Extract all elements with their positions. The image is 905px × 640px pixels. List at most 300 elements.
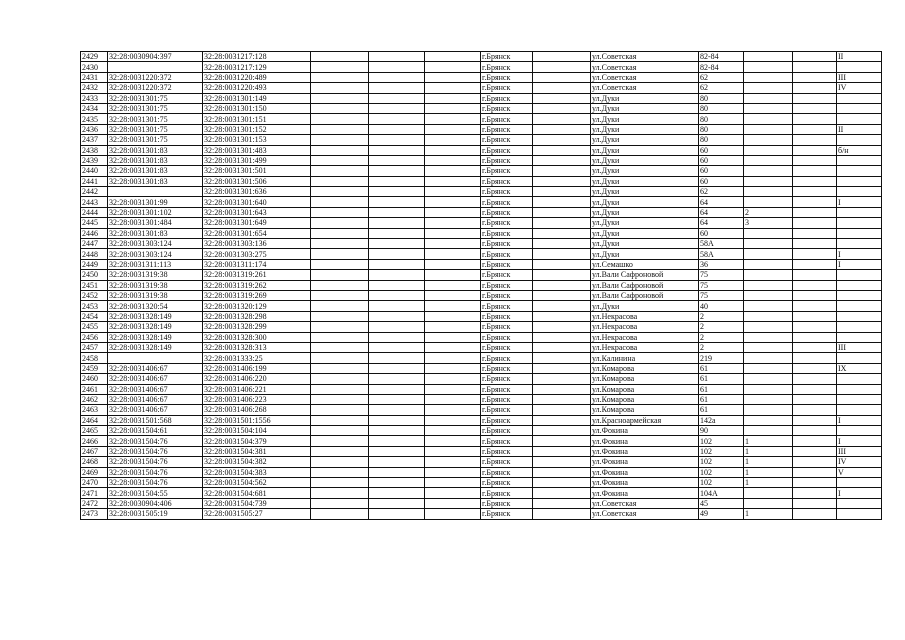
cell-cadastral-number-object: 32:28:0031301:499 — [203, 155, 311, 165]
cell-col-12 — [793, 135, 837, 145]
cell-house-number: 2 — [699, 322, 744, 332]
cell-cadastral-number-parcel: 32:28:0031220:372 — [108, 72, 203, 82]
cell-col-5 — [369, 457, 425, 467]
cell-house-number: 62 — [699, 83, 744, 93]
cell-col-8 — [533, 218, 591, 228]
cell-building — [744, 83, 793, 93]
cell-room — [837, 290, 882, 300]
cell-row-number: 2471 — [81, 488, 108, 498]
cell-cadastral-number-parcel: 32:28:0031328:149 — [108, 342, 203, 352]
cell-col-4 — [311, 290, 369, 300]
cell-street: ул.Фокина — [591, 467, 699, 477]
table-row — [81, 509, 882, 519]
cell-col-4 — [311, 218, 369, 228]
cell-street: ул.Комарова — [591, 374, 699, 384]
cell-room — [837, 207, 882, 217]
cell-room — [837, 218, 882, 228]
cell-col-6 — [425, 114, 481, 124]
cell-house-number: 60 — [699, 228, 744, 238]
cell-room — [837, 270, 882, 280]
cell-room: V — [837, 467, 882, 477]
cell-col-6 — [425, 259, 481, 269]
cell-col-8 — [533, 135, 591, 145]
cell-room — [837, 103, 882, 113]
table-row — [81, 436, 882, 446]
cell-room: б/н — [837, 145, 882, 155]
cell-col-8 — [533, 436, 591, 446]
cell-col-5 — [369, 93, 425, 103]
cell-house-number: 102 — [699, 478, 744, 488]
cell-cadastral-number-parcel: 32:28:0031311:113 — [108, 259, 203, 269]
cell-col-8 — [533, 301, 591, 311]
cell-street: ул.Некрасова — [591, 322, 699, 332]
cell-col-12 — [793, 114, 837, 124]
cell-col-6 — [425, 426, 481, 436]
cell-building — [744, 322, 793, 332]
cell-col-5 — [369, 207, 425, 217]
cell-cadastral-number-object: 32:28:0031301:649 — [203, 218, 311, 228]
cell-cadastral-number-parcel: 32:28:0031319:38 — [108, 270, 203, 280]
cell-room: I — [837, 488, 882, 498]
cell-col-5 — [369, 228, 425, 238]
cell-col-8 — [533, 384, 591, 394]
cell-col-8 — [533, 374, 591, 384]
cell-cadastral-number-parcel: 32:28:0031406:67 — [108, 394, 203, 404]
table-row — [81, 415, 882, 425]
cell-street: ул.Дуки — [591, 207, 699, 217]
cell-city: г.Брянск — [481, 280, 533, 290]
cell-col-5 — [369, 218, 425, 228]
cell-cadastral-number-object: 32:28:0031301:501 — [203, 166, 311, 176]
cell-col-8 — [533, 353, 591, 363]
cell-city: г.Брянск — [481, 155, 533, 165]
cell-row-number: 2463 — [81, 405, 108, 415]
cell-row-number: 2447 — [81, 239, 108, 249]
cell-col-6 — [425, 478, 481, 488]
cell-col-8 — [533, 446, 591, 456]
cell-col-4 — [311, 363, 369, 373]
cell-cadastral-number-parcel: 32:28:0031505:19 — [108, 509, 203, 519]
cell-street: ул.Дуки — [591, 218, 699, 228]
cell-row-number: 2436 — [81, 124, 108, 134]
cell-cadastral-number-object: 32:28:0031333:25 — [203, 353, 311, 363]
cell-row-number: 2431 — [81, 72, 108, 82]
cell-col-4 — [311, 270, 369, 280]
cell-room — [837, 93, 882, 103]
cell-city: г.Брянск — [481, 166, 533, 176]
cell-city: г.Брянск — [481, 457, 533, 467]
cell-col-12 — [793, 155, 837, 165]
table-row — [81, 311, 882, 321]
cell-col-5 — [369, 426, 425, 436]
cell-col-8 — [533, 457, 591, 467]
cell-city: г.Брянск — [481, 187, 533, 197]
cell-col-8 — [533, 394, 591, 404]
cell-house-number: 80 — [699, 114, 744, 124]
cell-col-5 — [369, 509, 425, 519]
cell-col-4 — [311, 488, 369, 498]
cell-col-12 — [793, 457, 837, 467]
cell-room — [837, 478, 882, 488]
cell-house-number: 75 — [699, 270, 744, 280]
cell-col-4 — [311, 103, 369, 113]
cell-cadastral-number-parcel: 32:28:0031501:568 — [108, 415, 203, 425]
cell-building — [744, 363, 793, 373]
cell-col-12 — [793, 342, 837, 352]
cell-col-8 — [533, 478, 591, 488]
cell-city: г.Брянск — [481, 415, 533, 425]
cell-room: I — [837, 259, 882, 269]
table-row — [81, 374, 882, 384]
cell-house-number: 219 — [699, 353, 744, 363]
cell-city: г.Брянск — [481, 270, 533, 280]
cell-city: г.Брянск — [481, 478, 533, 488]
cell-cadastral-number-parcel: 32:28:0031301:83 — [108, 145, 203, 155]
cell-col-12 — [793, 374, 837, 384]
cell-room — [837, 155, 882, 165]
cell-street: ул.Дуки — [591, 114, 699, 124]
cell-street: ул.Некрасова — [591, 332, 699, 342]
cell-col-6 — [425, 467, 481, 477]
cell-room: I — [837, 249, 882, 259]
cell-cadastral-number-object: 32:28:0031504:562 — [203, 478, 311, 488]
cell-row-number: 2462 — [81, 394, 108, 404]
cell-building — [744, 280, 793, 290]
cell-col-12 — [793, 446, 837, 456]
cell-city: г.Брянск — [481, 488, 533, 498]
cell-col-6 — [425, 249, 481, 259]
cell-room: IV — [837, 457, 882, 467]
cell-cadastral-number-parcel: 32:28:0031504:76 — [108, 478, 203, 488]
cell-col-8 — [533, 187, 591, 197]
cell-cadastral-number-parcel: 32:28:0030904:397 — [108, 52, 203, 62]
cell-col-12 — [793, 218, 837, 228]
cell-col-6 — [425, 332, 481, 342]
table-row — [81, 83, 882, 93]
cell-cadastral-number-parcel: 32:28:0031301:75 — [108, 135, 203, 145]
cell-cadastral-number-parcel: 32:28:0031328:149 — [108, 332, 203, 342]
cell-cadastral-number-parcel: 32:28:0031301:484 — [108, 218, 203, 228]
cell-house-number: 36 — [699, 259, 744, 269]
cell-cadastral-number-object: 32:28:0031319:261 — [203, 270, 311, 280]
cell-row-number: 2458 — [81, 353, 108, 363]
cell-city: г.Брянск — [481, 114, 533, 124]
cell-city: г.Брянск — [481, 259, 533, 269]
cell-col-8 — [533, 426, 591, 436]
cell-col-12 — [793, 509, 837, 519]
cell-street: ул.Дуки — [591, 249, 699, 259]
cell-col-6 — [425, 135, 481, 145]
cell-col-4 — [311, 384, 369, 394]
cell-city: г.Брянск — [481, 72, 533, 82]
cell-street: ул.Некрасова — [591, 342, 699, 352]
cell-room — [837, 374, 882, 384]
cell-cadastral-number-parcel: 32:28:0031220:372 — [108, 83, 203, 93]
cell-cadastral-number-object: 32:28:0031504:381 — [203, 446, 311, 456]
cell-city: г.Брянск — [481, 93, 533, 103]
cell-cadastral-number-object: 32:28:0031328:313 — [203, 342, 311, 352]
cell-col-12 — [793, 103, 837, 113]
cell-city: г.Брянск — [481, 301, 533, 311]
cell-street: ул.Вали Сафроновой — [591, 280, 699, 290]
cell-cadastral-number-parcel: 32:28:0031303:124 — [108, 239, 203, 249]
table-row — [81, 52, 882, 62]
cell-city: г.Брянск — [481, 332, 533, 342]
cell-col-12 — [793, 290, 837, 300]
cell-col-5 — [369, 374, 425, 384]
cell-col-6 — [425, 498, 481, 508]
cell-col-4 — [311, 52, 369, 62]
cell-col-6 — [425, 290, 481, 300]
cell-col-6 — [425, 62, 481, 72]
cell-house-number: 45 — [699, 498, 744, 508]
cell-house-number: 62 — [699, 72, 744, 82]
cell-street: ул.Советская — [591, 52, 699, 62]
cell-col-5 — [369, 405, 425, 415]
cell-col-12 — [793, 83, 837, 93]
cell-row-number: 2461 — [81, 384, 108, 394]
cell-cadastral-number-parcel: 32:28:0031301:99 — [108, 197, 203, 207]
cell-street: ул.Советская — [591, 83, 699, 93]
cell-col-6 — [425, 239, 481, 249]
cell-room — [837, 353, 882, 363]
cell-col-12 — [793, 394, 837, 404]
cell-city: г.Брянск — [481, 176, 533, 186]
cell-building — [744, 135, 793, 145]
cell-building — [744, 342, 793, 352]
cell-col-5 — [369, 342, 425, 352]
cell-row-number: 2430 — [81, 62, 108, 72]
cell-col-4 — [311, 207, 369, 217]
cell-building: 1 — [744, 509, 793, 519]
cell-cadastral-number-object: 32:28:0031504:681 — [203, 488, 311, 498]
cell-house-number: 64 — [699, 218, 744, 228]
cell-street: ул.Дуки — [591, 145, 699, 155]
cell-col-4 — [311, 187, 369, 197]
cell-city: г.Брянск — [481, 342, 533, 352]
cell-building — [744, 52, 793, 62]
cell-cadastral-number-parcel: 32:28:0031406:67 — [108, 405, 203, 415]
cell-street: ул.Дуки — [591, 239, 699, 249]
table-row — [81, 301, 882, 311]
cell-street: ул.Дуки — [591, 155, 699, 165]
cell-room — [837, 498, 882, 508]
cell-house-number: 80 — [699, 103, 744, 113]
cell-building: 1 — [744, 467, 793, 477]
cell-col-12 — [793, 415, 837, 425]
cell-street: ул.Советская — [591, 62, 699, 72]
cell-room — [837, 280, 882, 290]
cell-building — [744, 498, 793, 508]
cell-cadastral-number-object: 32:28:0031301:150 — [203, 103, 311, 113]
cell-col-8 — [533, 509, 591, 519]
cell-col-6 — [425, 446, 481, 456]
cell-city: г.Брянск — [481, 384, 533, 394]
cell-house-number: 102 — [699, 436, 744, 446]
cell-house-number: 40 — [699, 301, 744, 311]
cell-cadastral-number-parcel: 32:28:0031328:149 — [108, 311, 203, 321]
cell-street: ул.Красноармейская — [591, 415, 699, 425]
cell-col-6 — [425, 145, 481, 155]
cell-col-6 — [425, 280, 481, 290]
cell-col-5 — [369, 72, 425, 82]
table-row — [81, 290, 882, 300]
cell-col-5 — [369, 384, 425, 394]
cell-city: г.Брянск — [481, 353, 533, 363]
table-row — [81, 405, 882, 415]
cell-col-8 — [533, 114, 591, 124]
cell-col-6 — [425, 509, 481, 519]
cell-row-number: 2437 — [81, 135, 108, 145]
cell-room: IX — [837, 363, 882, 373]
cell-house-number: 60 — [699, 166, 744, 176]
cell-cadastral-number-object: 32:28:0031406:199 — [203, 363, 311, 373]
cell-house-number: 61 — [699, 384, 744, 394]
cell-col-5 — [369, 290, 425, 300]
cell-street: ул.Фокина — [591, 436, 699, 446]
cell-row-number: 2451 — [81, 280, 108, 290]
cell-city: г.Брянск — [481, 197, 533, 207]
table-row — [81, 166, 882, 176]
cell-col-8 — [533, 249, 591, 259]
cell-col-6 — [425, 457, 481, 467]
registry-table — [80, 51, 882, 520]
cell-cadastral-number-object: 32:28:0031311:174 — [203, 259, 311, 269]
cell-house-number: 64 — [699, 197, 744, 207]
table-row — [81, 426, 882, 436]
cell-cadastral-number-object: 32:28:0031504:104 — [203, 426, 311, 436]
cell-col-4 — [311, 228, 369, 238]
cell-street: ул.Фокина — [591, 478, 699, 488]
cell-cadastral-number-object: 32:28:0031406:268 — [203, 405, 311, 415]
cell-col-8 — [533, 332, 591, 342]
cell-col-5 — [369, 311, 425, 321]
cell-col-5 — [369, 280, 425, 290]
cell-cadastral-number-object: 32:28:0031303:136 — [203, 239, 311, 249]
cell-street: ул.Комарова — [591, 384, 699, 394]
cell-room: I — [837, 436, 882, 446]
cell-cadastral-number-object: 32:28:0031301:643 — [203, 207, 311, 217]
cell-room — [837, 228, 882, 238]
cell-cadastral-number-object: 32:28:0031328:298 — [203, 311, 311, 321]
cell-house-number: 82-84 — [699, 52, 744, 62]
cell-room — [837, 239, 882, 249]
cell-row-number: 2438 — [81, 145, 108, 155]
cell-col-6 — [425, 52, 481, 62]
cell-row-number: 2472 — [81, 498, 108, 508]
cell-cadastral-number-parcel: 32:28:0031319:38 — [108, 280, 203, 290]
cell-cadastral-number-parcel: 32:28:0031328:149 — [108, 322, 203, 332]
cell-col-8 — [533, 124, 591, 134]
cell-street: ул.Дуки — [591, 176, 699, 186]
cell-room — [837, 426, 882, 436]
cell-col-4 — [311, 342, 369, 352]
cell-room — [837, 301, 882, 311]
cell-cadastral-number-parcel — [108, 353, 203, 363]
cell-col-12 — [793, 176, 837, 186]
cell-col-6 — [425, 311, 481, 321]
cell-city: г.Брянск — [481, 103, 533, 113]
cell-col-8 — [533, 155, 591, 165]
cell-col-4 — [311, 467, 369, 477]
cell-col-6 — [425, 218, 481, 228]
cell-row-number: 2445 — [81, 218, 108, 228]
table-row — [81, 62, 882, 72]
cell-col-5 — [369, 446, 425, 456]
table-row — [81, 363, 882, 373]
cell-col-5 — [369, 478, 425, 488]
cell-cadastral-number-object: 32:28:0031301:151 — [203, 114, 311, 124]
cell-house-number: 80 — [699, 124, 744, 134]
cell-col-5 — [369, 103, 425, 113]
cell-col-12 — [793, 311, 837, 321]
cell-col-8 — [533, 197, 591, 207]
cell-col-5 — [369, 124, 425, 134]
cell-room — [837, 187, 882, 197]
cell-row-number: 2448 — [81, 249, 108, 259]
cell-row-number: 2454 — [81, 311, 108, 321]
cell-room — [837, 405, 882, 415]
cell-cadastral-number-parcel: 32:28:0031301:83 — [108, 228, 203, 238]
cell-col-5 — [369, 488, 425, 498]
cell-col-5 — [369, 270, 425, 280]
cell-col-12 — [793, 62, 837, 72]
cell-cadastral-number-object: 32:28:0031320:129 — [203, 301, 311, 311]
cell-house-number: 80 — [699, 135, 744, 145]
cell-col-12 — [793, 197, 837, 207]
cell-col-5 — [369, 166, 425, 176]
cell-building: 1 — [744, 446, 793, 456]
cell-building — [744, 249, 793, 259]
cell-street: ул.Дуки — [591, 135, 699, 145]
cell-city: г.Брянск — [481, 145, 533, 155]
cell-col-8 — [533, 228, 591, 238]
cell-cadastral-number-object: 32:28:0031301:506 — [203, 176, 311, 186]
cell-house-number: 2 — [699, 342, 744, 352]
cell-room — [837, 394, 882, 404]
cell-city: г.Брянск — [481, 249, 533, 259]
cell-col-4 — [311, 176, 369, 186]
cell-house-number: 61 — [699, 405, 744, 415]
cell-building: 1 — [744, 457, 793, 467]
cell-cadastral-number-object: 32:28:0031328:299 — [203, 322, 311, 332]
cell-room — [837, 166, 882, 176]
cell-col-12 — [793, 301, 837, 311]
cell-cadastral-number-object: 32:28:0031220:489 — [203, 72, 311, 82]
cell-col-8 — [533, 290, 591, 300]
cell-street: ул.Советская — [591, 498, 699, 508]
cell-row-number: 2459 — [81, 363, 108, 373]
cell-col-5 — [369, 52, 425, 62]
cell-building — [744, 228, 793, 238]
cell-col-5 — [369, 83, 425, 93]
cell-col-12 — [793, 166, 837, 176]
cell-building — [744, 405, 793, 415]
cell-cadastral-number-parcel: 32:28:0031504:76 — [108, 467, 203, 477]
cell-room: I — [837, 415, 882, 425]
cell-col-4 — [311, 415, 369, 425]
cell-cadastral-number-parcel: 32:28:0031301:75 — [108, 114, 203, 124]
cell-city: г.Брянск — [481, 62, 533, 72]
cell-city: г.Брянск — [481, 124, 533, 134]
cell-col-6 — [425, 83, 481, 93]
cell-house-number: 82-84 — [699, 62, 744, 72]
cell-col-12 — [793, 93, 837, 103]
cell-col-5 — [369, 332, 425, 342]
cell-cadastral-number-parcel: 32:28:0031301:102 — [108, 207, 203, 217]
cell-col-6 — [425, 488, 481, 498]
cell-col-4 — [311, 197, 369, 207]
